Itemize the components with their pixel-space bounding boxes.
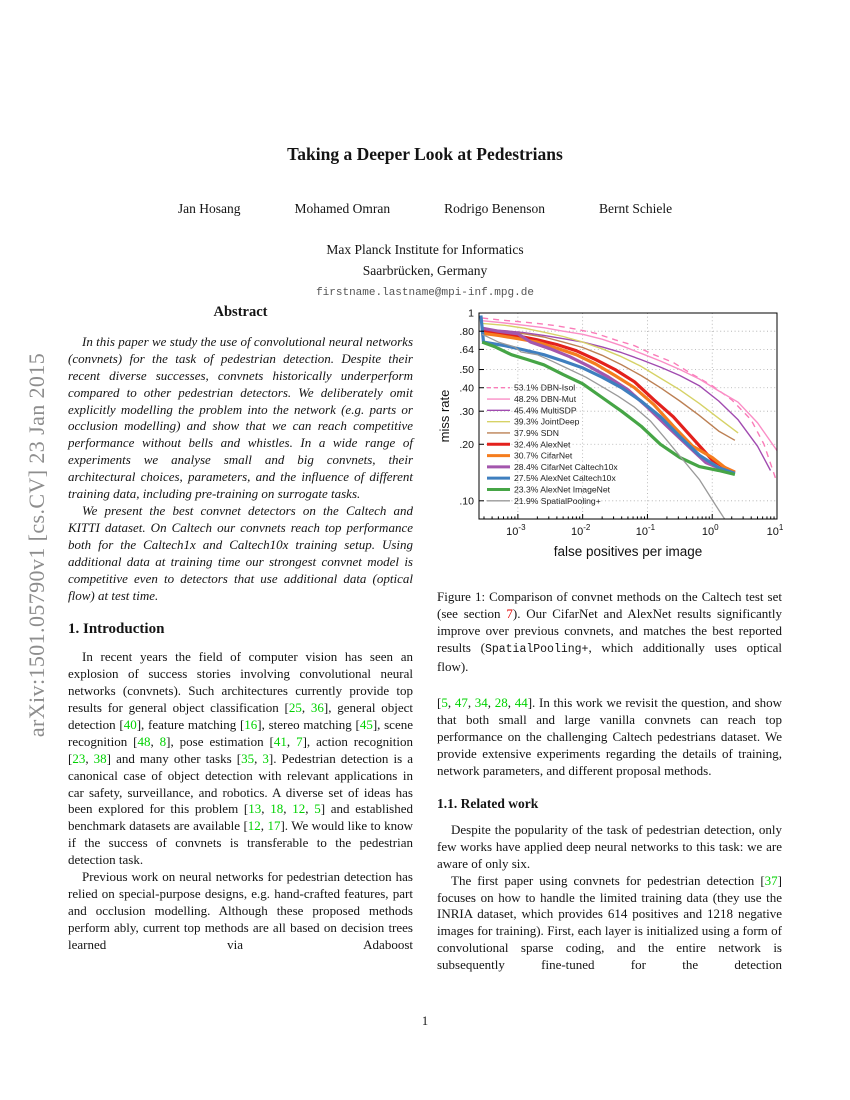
text-span: Figure 1: Comparison of convnet methods on the Caltech test set (see section: [437, 588, 782, 621]
text-span: ] and many other tasks [: [106, 750, 242, 766]
abstract-paragraph: In this paper we study the use of convolutional neural networks (convnets) for the task of pedestrian detection. Despite their recent diverse successes, convnets historically underperform compared to other pedestrian detectors. We deliberately omit explicitly modelling the problem into the network (e.g. parts or occlusion modelling) and show that we can reach competitive performance without bells and whistles. In a wide range of experiments we analyse small and big convnets, their architectural choices, parameters, and the influence of different training data, including pre-training on surrogate tasks.: [68, 333, 413, 502]
author-name: Rodrigo Benenson: [444, 201, 545, 216]
text-span: ,: [305, 801, 315, 817]
body-paragraph: [437, 873, 782, 974]
author-name: Mohamed Omran: [294, 201, 391, 216]
text-span: ,: [447, 695, 455, 711]
arxiv-sidebar-label: arXiv:1501.05790v1 [cs.CV] 23 Jan 2015: [24, 352, 49, 738]
citation-link[interactable]: 36: [310, 700, 324, 716]
citation-link[interactable]: 23: [72, 750, 86, 766]
svg-text:10-1: $10^{-1}$: [635, 523, 656, 538]
citation-link[interactable]: 40: [123, 716, 137, 732]
text-span: ,: [283, 801, 293, 817]
svg-text:37.9% SDN: 37.9% SDN: [514, 427, 559, 438]
citation-link[interactable]: 12: [247, 818, 261, 834]
author-list: [68, 201, 782, 217]
citation-link[interactable]: 17: [267, 818, 281, 834]
text-span: ], stereo matching [: [257, 716, 360, 732]
svg-text:53.1% DBN-Isol: 53.1% DBN-Isol: [514, 382, 576, 393]
svg-text:.20: .20: [459, 438, 474, 451]
citation-link[interactable]: 48: [137, 733, 151, 749]
svg-text:.50: .50: [459, 364, 474, 377]
text-span: ,: [261, 801, 271, 817]
text-span: ,: [301, 700, 311, 716]
paper-header: [68, 144, 782, 299]
svg-text:.10: .10: [459, 495, 474, 508]
x-axis-label: false positives per image: [553, 544, 703, 559]
text-span: ,: [85, 750, 94, 766]
citation-link[interactable]: 44: [514, 695, 528, 711]
figure1-caption: [437, 589, 782, 676]
citation-link[interactable]: 8: [159, 733, 167, 749]
text-span: ], pose estimation [: [166, 733, 274, 749]
email-address: firstname.lastname@mpi-inf.mpg.de: [316, 287, 534, 299]
mono-text: SpatialPooling+: [484, 642, 589, 656]
citation-link[interactable]: 35: [241, 750, 255, 766]
svg-text:1: 1: [468, 307, 474, 320]
citation-link[interactable]: 13: [248, 801, 262, 817]
citation-link[interactable]: 18: [270, 801, 284, 817]
body-paragraph: Despite the popularity of the task of pedestrian detection, only few works have applied deep neural networks to this task: we are aware of only six.: [437, 821, 782, 871]
text-span: In recent years the field of computer vision has seen an explosion of success stories involving convolutional neural networks (convnets). Such architectures currently provide top results for general object classification [: [68, 649, 413, 716]
section-heading-related-work: 1.1. Related work: [437, 795, 539, 811]
intro-paragraph: [68, 649, 413, 869]
svg-text:32.4% AlexNet: 32.4% AlexNet: [514, 439, 571, 450]
svg-text:10-2: $10^{-2}$: [570, 523, 591, 538]
citation-link[interactable]: 5: [441, 695, 448, 711]
y-axis-label: miss rate: [437, 389, 452, 443]
svg-text:48.2% DBN-Mut: 48.2% DBN-Mut: [514, 394, 577, 405]
citation-link[interactable]: 45: [359, 716, 373, 732]
citation-link[interactable]: 25: [288, 700, 302, 716]
svg-text:30.7% CifarNet: 30.7% CifarNet: [514, 450, 573, 461]
text-span: ,: [487, 695, 495, 711]
text-span: ]. In this work we revisit the question, and show that both small and large vanilla convnets can reach top performance on the challenging Caltech pedestrians dataset. We provide extensive experiments regarding the details of training, network parameters, and different proposal methods.: [437, 695, 783, 779]
citation-link[interactable]: 5: [314, 801, 321, 817]
paper-title: Taking a Deeper Look at Pedestrians: [287, 144, 563, 164]
text-span: ). Our CifarNet and AlexNet results significantly improve over previous convnets, and matches the best reported results (: [437, 605, 782, 655]
text-span: ], feature matching [: [136, 716, 245, 732]
svg-text:.40: .40: [459, 382, 474, 395]
svg-text:.64: .64: [459, 343, 474, 356]
text-span: ,: [260, 818, 268, 834]
page-number: 1: [421, 1014, 429, 1028]
section-heading-introduction: 1. Introduction: [68, 621, 165, 638]
svg-text:45.4% MultiSDP: 45.4% MultiSDP: [514, 405, 577, 416]
text-span: ,: [150, 733, 160, 749]
text-span: ,: [254, 750, 263, 766]
svg-text:.30: .30: [459, 405, 474, 418]
svg-text:21.9% SpatialPooling+: 21.9% SpatialPooling+: [514, 495, 601, 506]
figure1-chart: [437, 306, 783, 574]
text-span: ,: [507, 695, 515, 711]
svg-text:10-3: $10^{-3}$: [506, 523, 526, 538]
text-span: ,: [286, 733, 297, 749]
svg-text:28.4% CifarNet Caltech10x: 28.4% CifarNet Caltech10x: [514, 461, 618, 472]
citation-link[interactable]: 34: [474, 695, 488, 711]
text-span: ], scene recognition [: [68, 716, 413, 749]
chart-tick-labels: [459, 308, 783, 538]
citation-link[interactable]: 28: [494, 695, 508, 711]
right-column: [437, 306, 782, 974]
citation-link[interactable]: 3: [262, 750, 269, 766]
affiliation-line: Max Planck Institute for Informatics: [326, 242, 524, 257]
abstract-heading: Abstract: [213, 304, 268, 320]
author-name: Jan Hosang: [177, 201, 241, 216]
text-span: ] focuses on how to handle the limited training data (they use the INRIA dataset, which provides 614 positives and 1218 negative images for training). First, each layer is initialized using a form of convolutional sparse coding, and the entire network is subsequently fine-tuned for the detection: [437, 872, 782, 973]
body-paragraph: [437, 695, 782, 780]
citation-link[interactable]: 37: [764, 872, 778, 888]
text-span: ] and established benchmark datasets are available [: [68, 801, 414, 834]
citation-link[interactable]: 38: [93, 750, 107, 766]
left-column: [68, 304, 413, 954]
svg-text:101: $10^1$: [766, 523, 783, 538]
text-span: ]. We would like to know if the success of convnets is transferable to the pedestrian detection task.: [68, 818, 413, 868]
figure1: [437, 306, 783, 579]
affiliation-line: Saarbrücken, Germany: [362, 263, 488, 278]
text-span: The first paper using convnets for pedestrian detection [: [451, 872, 765, 888]
text-span: ], action recognition [: [68, 733, 413, 766]
svg-text:.80: .80: [459, 325, 474, 338]
intro-paragraph: Previous work on neural networks for pedestrian detection has relied on special-purpose designs, e.g. hand-crafted features, part and occlusion modelling. Although these proposed methods perform ably, current top methods are all based on decision trees learned via Adaboost: [68, 869, 413, 952]
svg-text:27.5% AlexNet Caltech10x: 27.5% AlexNet Caltech10x: [514, 473, 616, 484]
text-span: ,: [467, 695, 475, 711]
citation-link[interactable]: 41: [273, 733, 287, 749]
svg-text:100: $10^0$: [701, 523, 719, 538]
svg-text:39.3% JointDeep: 39.3% JointDeep: [514, 416, 580, 427]
svg-text:23.3% AlexNet ImageNet: 23.3% AlexNet ImageNet: [514, 484, 611, 495]
text-span: ], general object detection [: [68, 700, 413, 732]
citation-link[interactable]: 7: [296, 733, 303, 749]
section-ref-link[interactable]: 7: [506, 605, 513, 621]
abstract-paragraph: We present the best convnet detectors on the Caltech and KITTI dataset. On Caltech our convnets reach top performance both for the Caltech1x and Caltech10x training setup. Using additional data at training time our strongest convnet model is competitive even to detectors that use additional data (optical flow) at test time.: [68, 502, 413, 603]
text-span: [: [437, 695, 442, 711]
citation-link[interactable]: 47: [454, 695, 468, 711]
citation-link[interactable]: 12: [292, 801, 306, 817]
author-name: Bernt Schiele: [599, 201, 673, 216]
text-span: ]. Pedestrian detection is a canonical case of object detection with relevant applications in car safety, surveillance, and robotics. A diverse set of ideas has been explored for this problem [: [68, 750, 413, 817]
citation-link[interactable]: 16: [244, 716, 258, 732]
text-span: , which additionally uses optical flow).: [437, 639, 782, 674]
